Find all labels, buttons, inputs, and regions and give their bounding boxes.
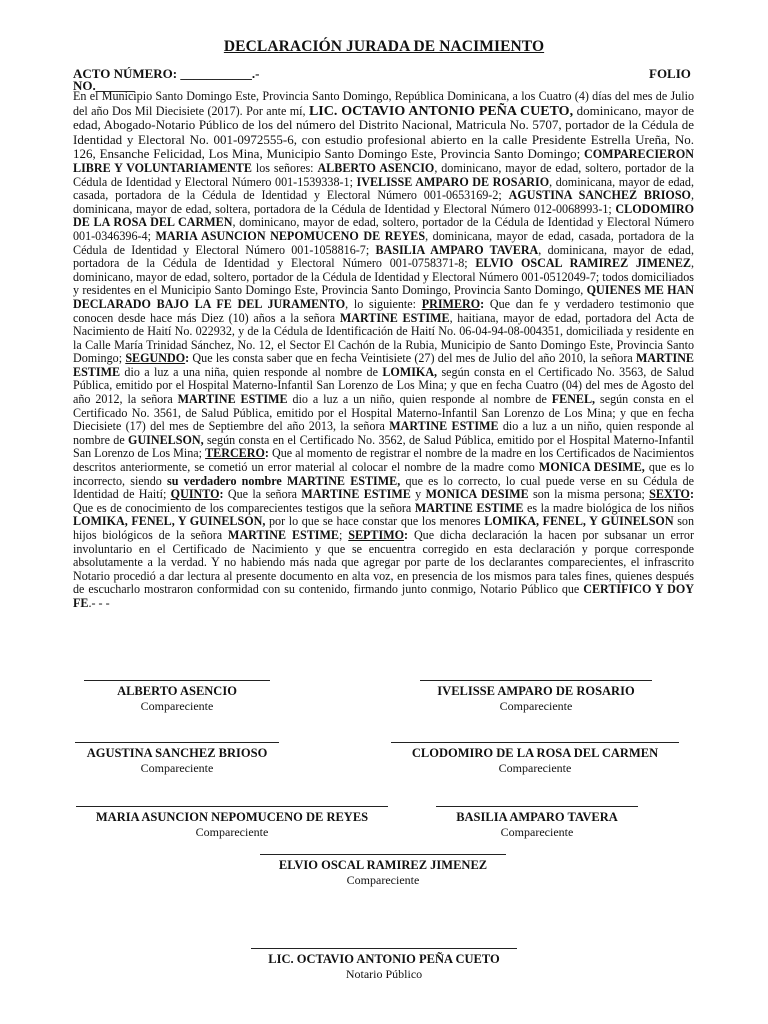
text-run: Que es de conocimiento de los comparecientes testigos que la señora [73,500,415,515]
acto-numero-label: ACTO NÚMERO: ___________.- [73,66,260,81]
text-run: según consta en el Certificado No. 3562, de Salud Pública, emitido por el Hospital Materno-Infantil San Lorenzo de Los Mina; [73,432,694,461]
signature-line [260,854,506,855]
signature-ivelisse-amparo [418,680,654,714]
document-title: DECLARACIÓN JURADA DE NACIMIENTO [223,38,545,55]
bold-text-run: : [480,296,485,311]
signature-basilia-amparo [435,806,639,840]
text-run: Que dan fe y verdadero testimonio que conocen desde hace más Diez (10) años a la señora [73,296,694,325]
text-run: los señores: [251,160,318,175]
text-run: Que dicha declaración la hacen por subsanar un error involuntario en el Certificado de Nacimiento y que se encuentra corregido en esta declaración y porque corresponde absolutamente a la verdad. Y no habiendo más nada que agregar por parte de los declarantes comparecientes, el infrascrito Notario procedió a dar lectura al presente documento en alta voz, en presencia de los mismos para tales fines, quienes después de escucharlo mostraron conformidad con su contenido, firmando junto conmigo, Notario Público que [73,528,695,597]
bold-text-run: MARTINE ESTIME [73,351,694,379]
bold-text-run: ELVIO OSCAL RAMIREZ JIMENEZ [475,256,691,271]
bold-text-run: TERCERO [205,446,265,461]
text-run: por lo que se hace constar que los menores [265,514,485,529]
bold-text-run: LOMIKA, FENEL, Y GUINELSON [484,514,674,529]
bold-text-run: QUIENES ME HAN DECLARADO BAJO LA FE DEL JURAMENTO [73,283,695,311]
signature-agustina-sanchez [75,742,279,776]
text-run: , dominicano, mayor de edad, soltero, portador de la Cédula de Identidad y Electoral Número 001-0512049-7; todos domiciliados y residentes en el Municipio Santo Domingo Este, Provincia Santo Domingo, Provincia Santo Domingo, [73,256,694,298]
bold-text-run: MARTINE ESTIME [228,528,339,542]
bold-text-run: MONICA DESIME, [538,460,645,475]
bold-text-run: : [185,351,190,366]
signature-clodomiro-de-la-rosa [390,742,680,776]
text-run: , dominicana, mayor de edad, casada, portadora de la Cédula de Identidad y Electoral Número 001-1058816-7; [73,228,694,257]
text-run: Que la señora [223,487,302,502]
signer-role: Compareciente [499,699,573,713]
text-run: , dominicano, mayor de edad, soltero, portador de la Cédula de Identidad y Electoral Número 001-1539338-1; [73,160,694,189]
text-run: es la madre biológica de los niños [523,500,694,515]
folio-number-label: NO.______ [73,78,135,93]
bold-text-run: SEXTO [649,487,690,502]
text-run: según consta en el Certificado No. 3561, de Salud Pública, emitido por el Hospital Materno-Infantil San Lorenzo de Los Mina; y que en fecha Diecisiete (17) del mes de Septiembre del año 2013, la señora [73,392,694,434]
bold-text-run: COMPARECIERON LIBRE Y VOLUNTARIAMENTE [73,147,694,175]
bold-text-run: GUINELSON, [128,432,204,447]
bold-text-run: MARTINE ESTIME [414,500,524,515]
signature-elvio-ramirez [258,854,508,888]
text-run: , dominicano, mayor de edad, soltero, portador de la Cédula de Identidad y Electoral Número 001-0346396-4; [73,215,694,243]
declaration-body [73,90,694,611]
signer-name: BASILIA AMPARO TAVERA [456,810,618,824]
declaration-paragraph [73,90,694,611]
bold-text-run: MARTINE ESTIME [339,310,450,325]
signature-line [251,948,517,949]
bold-text-run: BASILIA AMPARO TAVERA [375,242,539,257]
bold-text-run: : [219,487,224,502]
bold-text-run: LIC. OCTAVIO ANTONIO PEÑA CUETO, [308,103,574,119]
text-run: Que al momento de registrar el nombre de la madre en los Certificados de Nacimientos descritos anteriormente, se cometió un error material al colocar el nombre de la madre como [73,446,694,475]
text-run: dio a luz a un niño, quien responde al nombre de [73,419,695,447]
text-run: dio a luz a una niña, quien responde al nombre de [120,364,383,379]
bold-text-run: ALBERTO ASENCIO [317,160,435,175]
signer-name: MARIA ASUNCION NEPOMUCENO DE REYES [95,810,369,824]
text-run: dio a luz a un niño, quien responde al nombre de [287,392,552,407]
signer-role: Compareciente [500,825,574,839]
text-run: , dominicana, mayor de edad, portadora de la Cédula de Identidad y Electoral Número 001-0758371-8; [73,242,694,271]
signature-line [436,806,638,807]
text-run: .- - - [88,595,110,610]
bold-text-run: FENEL, [551,392,596,407]
bold-text-run: AGUSTINA SANCHEZ BRIOSO [508,188,691,203]
bold-text-run: CERTIFICO Y DOY FE [73,582,694,610]
signer-role: Compareciente [140,761,214,775]
text-run: que es lo correcto, lo cual puede verse en su Cédula de Identidad de Haití; [73,473,695,502]
signer-role: Compareciente [498,761,572,775]
bold-text-run: : [264,446,269,461]
bold-text-run: SEPTIMO [348,528,405,542]
text-run: que es lo incorrecto, siendo [73,460,694,488]
signature-maria-asuncion [75,806,389,840]
bold-text-run: QUINTO [170,487,220,502]
folio-label: FOLIO [649,66,691,81]
text-run: son hijos biológicos de la señora [73,514,694,542]
bold-text-run: MONICA DESIME [425,487,529,502]
signer-role: Compareciente [346,873,420,887]
bold-text-run: SEGUNDO [125,351,186,366]
signature-line [75,742,279,743]
signer-role: Compareciente [195,825,269,839]
text-run: , dominicana, mayor de edad, casada, portadora de la Cédula de Identidad y Electoral Número 001-0653169-2; [73,174,694,203]
signature-line [84,680,270,681]
text-run: y [410,487,426,502]
bold-text-run: IVELISSE AMPARO DE ROSARIO [356,174,550,189]
bold-text-run: su verdadero nombre MARTINE ESTIME, [167,473,401,488]
bold-text-run: LOMIKA, FENEL, Y GUINELSON, [73,514,266,529]
text-run: Que les consta saber que en fecha Veintisiete (27) del mes de Julio del año 2010, la señora [189,351,636,366]
text-run: , dominicana, mayor de edad, soltera, portadora de la Cédula de Identidad y Electoral Número 012-0068993-1; [73,188,694,216]
text-run: dominicano, mayor de edad, Abogado-Notario Público de los del número del Distrito Nacional, Matricula No. 5707, portador de la Cédula de Identidad y Electoral No. 001-0972555-6, con estudio profesional abierto en la calle Presidente Estrella Ureña, No. 126, Ensanche Felicidad, Los Mina, Municipio Santo Domingo Este, Provincia Santo Domingo; [73,102,694,162]
signer-name: ELVIO OSCAL RAMIREZ JIMENEZ [278,858,488,872]
signer-role: Compareciente [140,699,214,713]
signature-line [420,680,652,681]
signer-name: LIC. OCTAVIO ANTONIO PEÑA CUETO [268,952,500,966]
bold-text-run: : [404,528,409,542]
bold-text-run: MARIA ASUNCION NEPOMUCENO DE REYES [155,228,426,243]
bold-text-run: PRIMERO [421,296,481,311]
bold-text-run: : [689,487,694,502]
text-run: según consta en el Certificado No. 3563, de Salud Pública, emitido por el Hospital Materno-Infantil San Lorenzo de Los Mina; y que en fecha Cuatro (04) del mes de Agosto del año 2012, la señora [73,364,694,407]
signature-line [76,806,388,807]
bold-text-run: MARTINE ESTIME [301,487,411,502]
bold-text-run: CLODOMIRO DE LA ROSA DEL CARMEN [73,201,694,230]
signature-notario [248,948,520,982]
signer-role: Notario Público [345,967,423,981]
bold-text-run: MARTINE ESTIME [177,392,288,407]
text-run: , lo siguiente: [345,296,422,311]
text-run: ; [339,528,349,542]
signer-name: IVELISSE AMPARO DE ROSARIO [437,684,635,698]
text-run: son la misma persona; [528,487,650,502]
bold-text-run: LOMIKA, [382,364,438,379]
signature-alberto-asencio [84,680,270,714]
text-run: , haitiana, mayor de edad, portadora del Acta de Nacimiento de Haití No. 022932, y de la Cédula de Identificación de Haití No. 06-04-94-08-004351, domiciliada y residente en la Calle María Trinidad Sánchez, No. 12, el Sector El Cachón de la Rubia, Municipio de Santo Domingo Este, Provincia Santo Domingo; [73,310,694,366]
bold-text-run: MARTINE ESTIME [389,419,499,434]
signer-name: AGUSTINA SANCHEZ BRIOSO [86,746,268,760]
signer-name: CLODOMIRO DE LA ROSA DEL CARMEN [411,746,659,760]
signature-line [391,742,679,743]
text-run: En el Municipio Santo Domingo Este, Provincia Santo Domingo, República Dominicana, a los Cuatro (4) días del mes de Julio del año Dos Mil Diecisiete (2017). Por ante mí, [73,89,694,118]
signer-name: ALBERTO ASENCIO [117,684,237,698]
